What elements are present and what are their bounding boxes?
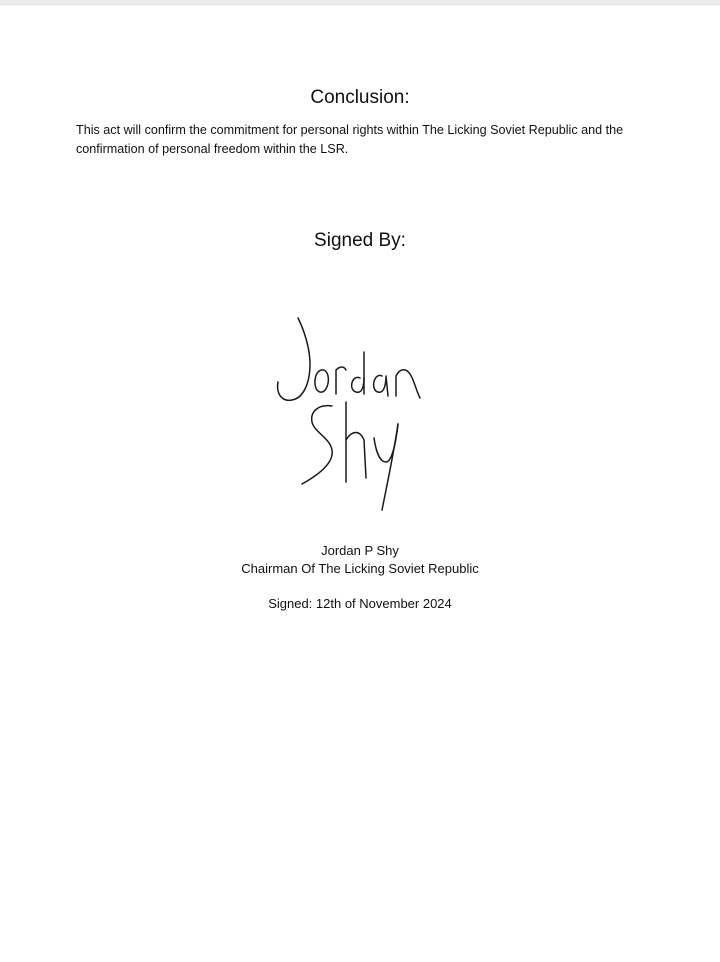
- handwritten-signature: [270, 312, 430, 517]
- signer-name: Jordan P Shy: [321, 543, 399, 558]
- signed-by-heading: Signed By:: [314, 230, 406, 251]
- signer-title: Chairman Of The Licking Soviet Republic: [241, 561, 479, 576]
- document-page: [0, 5, 720, 962]
- signed-date: Signed: 12th of November 2024: [268, 596, 452, 611]
- conclusion-heading: Conclusion:: [310, 87, 410, 108]
- conclusion-paragraph: This act will confirm the commitment for personal rights within The Licking Soviet Republic and the confirmation of personal freedom within the LSR.: [76, 123, 624, 156]
